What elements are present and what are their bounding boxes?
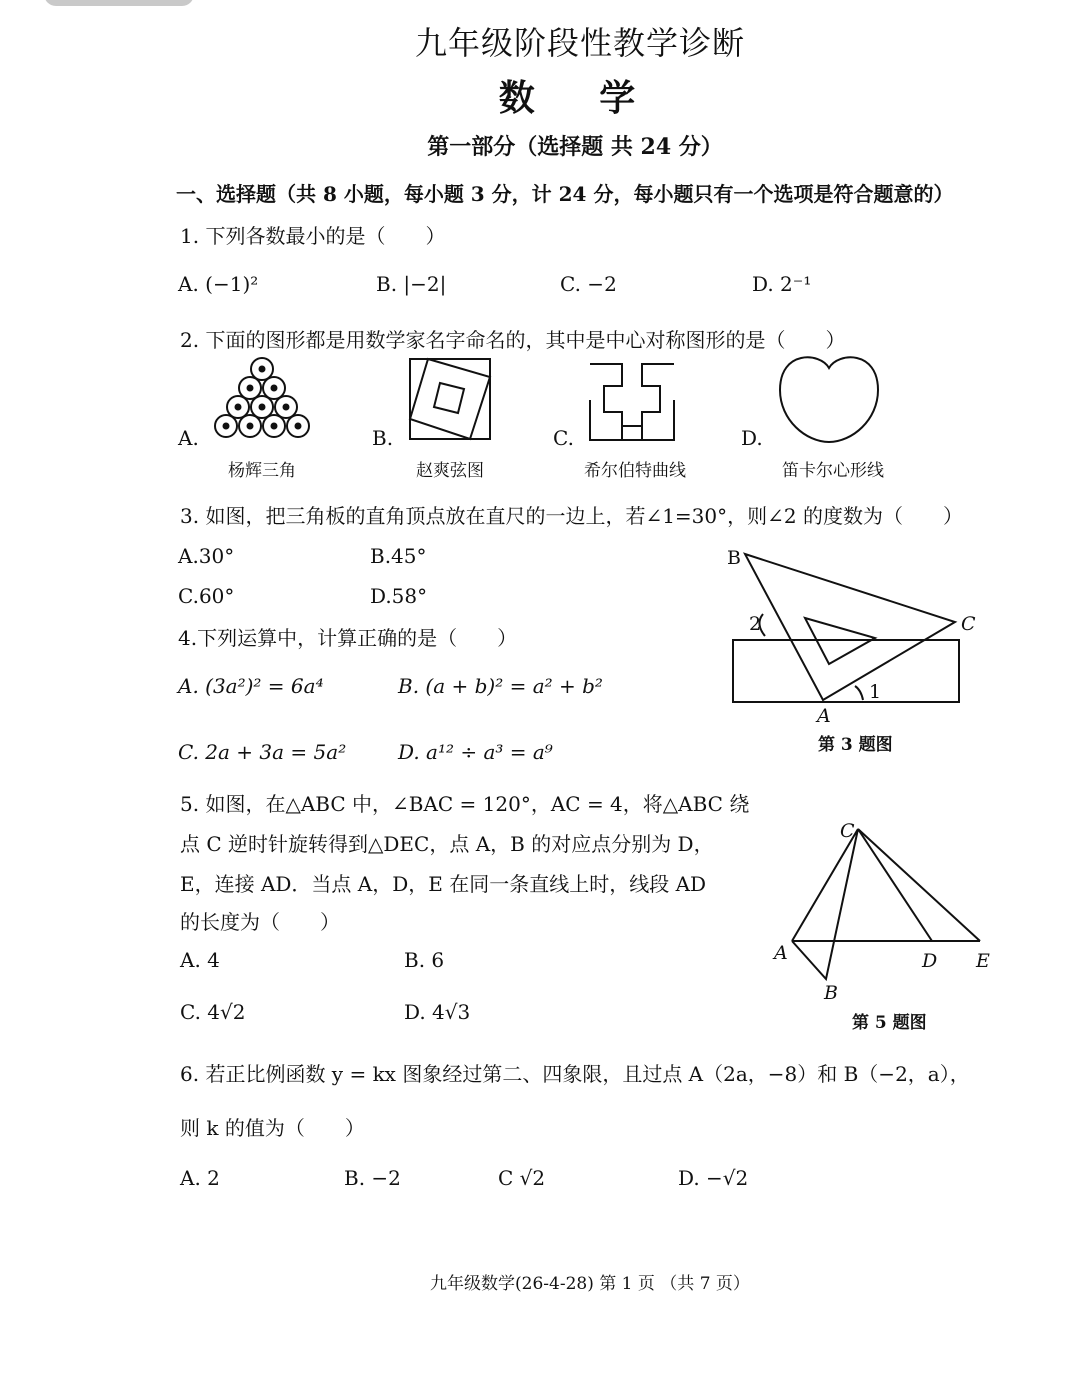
q5-label-a: A [774,942,788,964]
q6-option-c: C √2 [498,1166,546,1190]
q3-figure [725,540,985,725]
q4-stem: 4.下列运算中，计算正确的是（ ） [178,626,518,650]
q5-line-4: 的长度为（ ） [180,910,340,934]
q3-figure-caption: 第 3 题图 [818,735,893,755]
q3-stem: 3. 如图，把三角板的直角顶点放在直尺的一边上，若∠1=30°，则∠2 的度数为（ ） [180,504,963,528]
q5-line-3: E，连接 AD．当点 A，D，E 在同一条直线上时，线段 AD [180,872,707,896]
q2-option-b: B. [372,426,394,450]
q3-option-c: C.60° [178,584,235,608]
q4-option-b: B. (a + b)² = a² + b² [398,674,603,698]
q1-option-b: B. |−2| [376,272,447,296]
q1-option-a: A. (−1)² [178,272,259,296]
q4-option-c: C. 2a + 3a = 5a² [178,740,347,764]
q3-angle-2: 2 [749,613,762,635]
caption-hilbert: 希尔伯特曲线 [584,461,686,481]
yanghui-dot [224,424,229,429]
subject-title: 数 学 [498,77,662,119]
q3-option-a: A.30° [178,544,235,568]
q5-line-2: 点 C 逆时针旋转得到△DEC，点 A，B 的对应点分别为 D， [180,832,714,856]
q1-option-d: D. 2⁻¹ [752,272,812,296]
q1-stem: 1. 下列各数最小的是（ ） [180,224,446,248]
q1-option-c: C. −2 [560,272,617,296]
q2-option-c: C. [553,426,574,450]
zhaoshuang-diagram-figure [408,357,494,443]
part-heading: 第一部分（选择题 共 24 分） [427,134,723,160]
q5-label-d: D [922,950,938,972]
q5-figure [770,815,1000,1010]
q3-option-b: B.45° [370,544,427,568]
section-heading: 一、选择题（共 8 小题，每小题 3 分，计 24 分，每小题只有一个选项是符合题意的） [176,182,954,206]
q6-option-b: B. −2 [344,1166,401,1190]
q5-label-b: B [824,982,838,1004]
q3-label-b: B [727,547,741,569]
exam-title: 九年级阶段性教学诊断 [414,24,745,62]
hilbert-curve-figure [588,360,678,444]
q3-angle-1: 1 [869,681,882,703]
q6-line-2: 则 k 的值为（ ） [180,1116,365,1140]
q5-option-d: D. 4√3 [404,1000,471,1024]
page-footer: 九年级数学(26-4-28) 第 1 页 （共 7 页） [430,1274,750,1294]
yanghui-dot [248,386,253,391]
q6-option-d: D. −√2 [678,1166,749,1190]
yanghui-dot [272,386,277,391]
q2-stem: 2. 下面的图形都是用数学家名字命名的，其中是中心对称图形的是（ ） [180,328,846,352]
q3-option-d: D.58° [370,584,428,608]
yanghui-dot [248,424,253,429]
yanghui-dot [260,405,265,410]
caption-zhaoshuang: 赵爽弦图 [416,461,484,481]
q3-label-c: C [961,613,976,635]
q5-line-1: 5. 如图，在△ABC 中，∠BAC = 120°，AC = 4，将△ABC 绕 [180,792,750,816]
cardioid-figure [776,350,882,446]
q6-line-1: 6. 若正比例函数 y = kx 图象经过第二、四象限，且过点 A（2a，−8）和 B（−2，a）， [180,1062,970,1086]
q2-option-d: D. [741,426,763,450]
yanghui-dot [272,424,277,429]
q5-figure-caption: 第 5 题图 [852,1013,927,1033]
yanghui-triangle-figure [212,355,312,445]
yanghui-dot [296,424,301,429]
q4-option-a: A. (3a²)² = 6a⁴ [178,674,324,698]
q5-label-e: E [976,950,990,972]
q5-option-b: B. 6 [404,948,445,972]
q3-label-a: A [817,705,831,727]
caption-yanghui: 杨辉三角 [228,461,296,481]
q4-option-d: D. a¹² ÷ a³ = a⁹ [398,740,553,764]
browser-tab-remnant [44,0,194,6]
yanghui-dot [236,405,241,410]
q6-option-a: A. 2 [180,1166,220,1190]
yanghui-dot [260,367,265,372]
caption-cardioid: 笛卡尔心形线 [782,461,884,481]
q5-label-c: C [840,820,855,842]
q2-option-a: A. [178,426,199,450]
q5-option-c: C. 4√2 [180,1000,246,1024]
yanghui-dot [284,405,289,410]
q5-option-a: A. 4 [180,948,220,972]
